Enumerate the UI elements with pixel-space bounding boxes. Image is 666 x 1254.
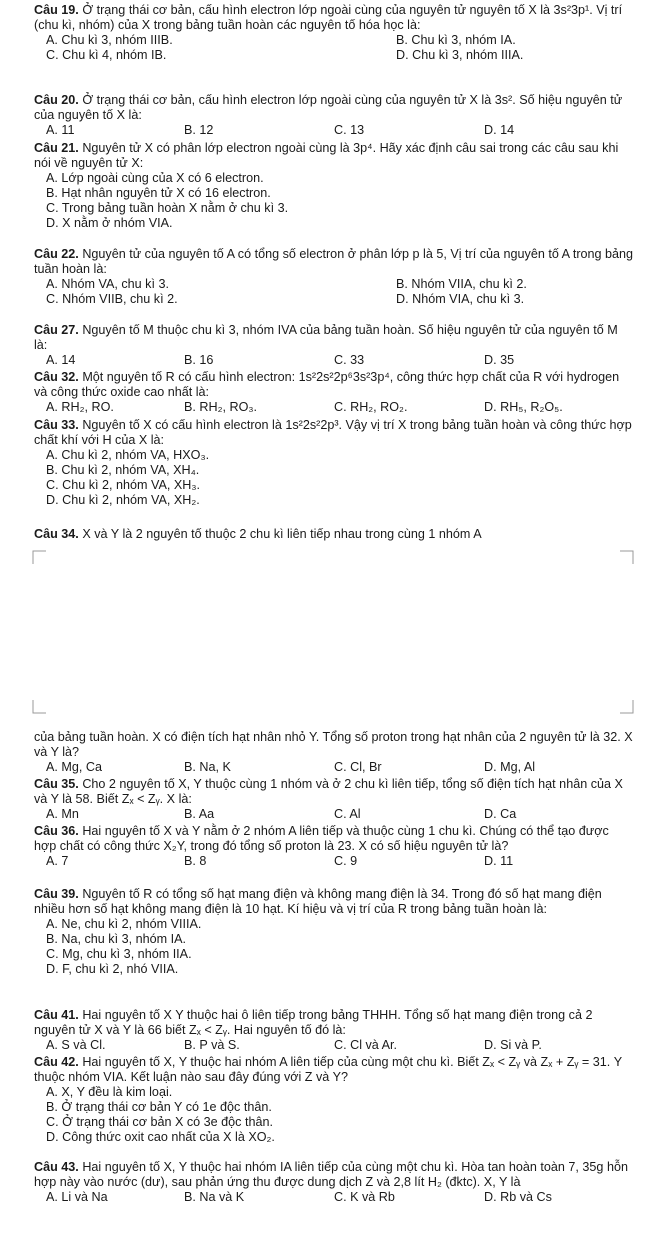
question-number: Câu 36. <box>34 824 79 838</box>
question-number: Câu 19. <box>34 3 79 17</box>
question-34-continued <box>34 730 634 775</box>
option-b[interactable]: B. RH₂, RO₃. <box>184 400 257 414</box>
option-a[interactable]: A. S và Cl. <box>46 1038 106 1052</box>
option-d[interactable]: D. RH₅, R₂O₅. <box>484 400 563 414</box>
option-c[interactable]: C. Al <box>334 807 361 821</box>
option-b[interactable]: B. Ở trạng thái cơ bản Y có 1e độc thân. <box>46 1100 272 1114</box>
option-a[interactable]: A. Mn <box>46 807 79 821</box>
option-d[interactable]: D. 11 <box>484 854 514 868</box>
option-d[interactable]: D. 35 <box>484 353 515 367</box>
option-d[interactable]: D. Nhóm VIA, chu kì 3. <box>396 292 525 306</box>
option-c[interactable]: C. Cl, Br <box>334 760 382 774</box>
page-corner-mark <box>620 700 634 714</box>
option-b[interactable]: B. 8 <box>184 854 207 868</box>
option-a[interactable]: A. Mg, Ca <box>46 760 102 774</box>
question-number: Câu 41. <box>34 1008 79 1022</box>
option-c[interactable]: C. Chu kì 4, nhóm IB. <box>46 48 167 62</box>
question-number: Câu 42. <box>34 1055 79 1069</box>
question-36 <box>34 824 634 869</box>
question-text: Ở trạng thái cơ bản, cấu hình electron lớp ngoài cùng của nguyên tử nguyên tố X là 3s²3p¹. Vị trí (chu kì, nhóm) của X trong bảng tuần hoàn các nguyên tố hóa học là: <box>34 3 623 32</box>
page-corner-mark <box>620 550 634 564</box>
question-number: Câu 33. <box>34 418 79 432</box>
question-number: Câu 20. <box>34 93 79 107</box>
question-39 <box>34 887 634 977</box>
page-corner-mark <box>32 550 46 564</box>
answer-options <box>34 400 634 415</box>
option-b[interactable]: B. Nhóm VIIA, chu kì 2. <box>396 277 527 291</box>
option-b[interactable]: B. Na, K <box>184 760 231 774</box>
option-b[interactable]: B. Na, chu kì 3, nhóm IA. <box>46 932 186 946</box>
answer-options <box>34 1085 634 1145</box>
option-c[interactable]: C. Trong bảng tuần hoàn X nằm ở chu kì 3. <box>46 201 289 215</box>
option-a[interactable]: A. Chu kì 3, nhóm IIIB. <box>46 33 173 47</box>
question-text: Nguyên tử X có phân lớp electron ngoài cùng là 3p⁴. Hãy xác định câu sai trong các câu sau khi nói về nguyên tử X: <box>34 141 619 170</box>
question-32 <box>34 370 634 415</box>
option-c[interactable]: C. RH₂, RO₂. <box>334 400 408 414</box>
question-text-part2: của bảng tuần hoàn. X có điện tích hạt nhân nhỏ Y. Tổng số proton trong hạt nhân của 2 nguyên tử là 32. X và Y là? <box>34 730 633 759</box>
question-number: Câu 21. <box>34 141 79 155</box>
question-35 <box>34 777 634 822</box>
question-22 <box>34 247 634 307</box>
option-d[interactable]: D. X nằm ở nhóm VIA. <box>46 216 173 230</box>
option-a[interactable]: A. 11 <box>46 123 75 137</box>
page-corner-mark <box>32 700 46 714</box>
option-b[interactable]: B. Aa <box>184 807 215 821</box>
question-text: Hai nguyên tố X và Y nằm ở 2 nhóm A liên tiếp và thuộc cùng 1 chu kì. Chúng có thể tạo được hợp chất có công thức X₂Y, trong đó tổng số proton là 23. X có số hiệu nguyên tử là? <box>34 824 609 853</box>
option-d[interactable]: D. Mg, Al <box>484 760 536 774</box>
option-a[interactable]: A. Lớp ngoài cùng của X có 6 electron. <box>46 171 264 185</box>
option-b[interactable]: B. Hạt nhân nguyên tử X có 16 electron. <box>46 186 271 200</box>
option-b[interactable]: B. Chu kì 3, nhóm IA. <box>396 33 516 47</box>
question-text: Nguyên tố M thuộc chu kì 3, nhóm IVA của bảng tuần hoàn. Số hiệu nguyên tử của nguyên tố M là: <box>34 323 618 352</box>
question-34 <box>34 527 634 542</box>
answer-options <box>34 854 634 869</box>
option-d[interactable]: D. Ca <box>484 807 517 821</box>
question-43 <box>34 1160 634 1205</box>
option-c[interactable]: C. 33 <box>334 353 365 367</box>
question-21 <box>34 141 634 231</box>
question-42 <box>34 1055 634 1145</box>
question-33 <box>34 418 634 508</box>
option-b[interactable]: B. 12 <box>184 123 214 137</box>
option-a[interactable]: A. RH₂, RO. <box>46 400 114 414</box>
question-number: Câu 43. <box>34 1160 79 1174</box>
question-text: Một nguyên tố R có cấu hình electron: 1s²2s²2p⁶3s²3p⁴, công thức hợp chất của R với hydrogen và công thức oxide cao nhất là: <box>34 370 620 399</box>
answer-options <box>34 277 634 307</box>
option-c[interactable]: C. Mg, chu kì 3, nhóm IIA. <box>46 947 192 961</box>
question-text: Cho 2 nguyên tố X, Y thuộc cùng 1 nhóm và ở 2 chu kì liên tiếp, tổng số điện tích hạt nhân của X và Y là 58. Biết Zₓ < Zᵧ. X là: <box>34 777 623 806</box>
question-41 <box>34 1008 634 1053</box>
option-d[interactable]: D. 14 <box>484 123 515 137</box>
question-text-part1: X và Y là 2 nguyên tố thuộc 2 chu kì liên tiếp nhau trong cùng 1 nhóm A <box>82 527 482 541</box>
question-text: Ở trạng thái cơ bản, cấu hình electron lớp ngoài cùng của nguyên tử X là 3s². Số hiệu nguyên tử của nguyên tố X là: <box>34 93 623 122</box>
answer-options <box>34 807 634 822</box>
option-a[interactable]: A. Nhóm VA, chu kì 3. <box>46 277 169 291</box>
option-c[interactable]: C. K và Rb <box>334 1190 395 1204</box>
option-c[interactable]: C. 13 <box>334 123 365 137</box>
question-number: Câu 34. <box>34 527 79 541</box>
question-number: Câu 35. <box>34 777 79 791</box>
option-b[interactable]: B. P và S. <box>184 1038 240 1052</box>
answer-options <box>34 917 634 977</box>
answer-options <box>34 1190 634 1205</box>
option-a[interactable]: A. Ne, chu kì 2, nhóm VIIIA. <box>46 917 202 931</box>
question-number: Câu 22. <box>34 247 79 261</box>
option-d[interactable]: D. Rb và Cs <box>484 1190 552 1204</box>
option-a[interactable]: A. Li và Na <box>46 1190 108 1204</box>
option-a[interactable]: A. Chu kì 2, nhóm VA, HXO₃. <box>46 448 210 462</box>
answer-options <box>34 1038 634 1053</box>
option-c[interactable]: C. Chu kì 2, nhóm VA, XH₃. <box>46 478 200 492</box>
option-d[interactable]: D. Công thức oxit cao nhất của X là XO₂. <box>46 1130 275 1144</box>
question-number: Câu 27. <box>34 323 79 337</box>
question-27 <box>34 323 634 368</box>
question-text: Hai nguyên tố X Y thuộc hai ô liên tiếp trong bảng THHH. Tổng số hạt mang điện trong cả 2 nguyên tử X và Y là 66 biết Zₓ < Zᵧ. Hai nguyên tố đó là: <box>34 1008 593 1037</box>
answer-options <box>34 123 634 138</box>
question-number: Câu 39. <box>34 887 79 901</box>
option-a[interactable]: A. 7 <box>46 854 69 868</box>
option-a[interactable]: A. 14 <box>46 353 76 367</box>
option-b[interactable]: B. Na và K <box>184 1190 245 1204</box>
answer-options <box>34 33 634 63</box>
answer-options <box>34 760 634 775</box>
option-c[interactable]: C. Cl và Ar. <box>334 1038 397 1052</box>
question-text: Nguyên tố R có tổng số hạt mang điện và không mang điện là 34. Trong đó số hạt mang điện nhiều hơn số hạt không mang điện là 10 hạt. Kí hiệu và vị trí của R trong bảng tuần hoàn là: <box>34 887 602 916</box>
question-text: Nguyên tố X có cấu hình electron là 1s²2s²2p³. Vậy vị trí X trong bảng tuần hoàn và công thức hợp chất khí với H của X là: <box>34 418 632 447</box>
option-c[interactable]: C. 9 <box>334 854 358 868</box>
question-text: Nguyên tử của nguyên tố A có tổng số electron ở phân lớp p là 5, Vị trí của nguyên tố A trong bảng tuần hoàn là: <box>34 247 634 276</box>
question-text: Hai nguyên tố X, Y thuộc hai nhóm IA liên tiếp của cùng một chu kì. Hòa tan hoàn toàn 7, 35g hỗn hợp này vào nước (dư), sau phản ứng thu được dung dịch Z và 2,8 lít H₂ (đktc). X, Y là <box>34 1160 628 1189</box>
answer-options <box>34 171 634 231</box>
question-text: Hai nguyên tố X, Y thuộc hai nhóm A liên tiếp của cùng một chu kì. Biết Zₓ < Zᵧ và Zₓ + Zᵧ = 31. Y thuộc nhóm VIA. Kết luận nào sau đây đúng với Z và Y? <box>34 1055 622 1084</box>
option-a[interactable]: A. X, Y đều là kim loại. <box>46 1085 173 1099</box>
option-c[interactable]: C. Ở trạng thái cơ bản X có 3e độc thân. <box>46 1115 273 1129</box>
option-d[interactable]: D. Chu kì 2, nhóm VA, XH₂. <box>46 493 200 507</box>
option-b[interactable]: B. 16 <box>184 353 214 367</box>
option-c[interactable]: C. Nhóm VIIB, chu kì 2. <box>46 292 178 306</box>
answer-options <box>34 448 634 508</box>
option-d[interactable]: D. Si và P. <box>484 1038 542 1052</box>
question-19 <box>34 3 634 63</box>
option-d[interactable]: D. F, chu kì 2, nhó VIIA. <box>46 962 179 976</box>
option-b[interactable]: B. Chu kì 2, nhóm VA, XH₄. <box>46 463 200 477</box>
answer-options <box>34 353 634 368</box>
question-number: Câu 32. <box>34 370 79 384</box>
option-d[interactable]: D. Chu kì 3, nhóm IIIA. <box>396 48 524 62</box>
question-20 <box>34 93 634 138</box>
